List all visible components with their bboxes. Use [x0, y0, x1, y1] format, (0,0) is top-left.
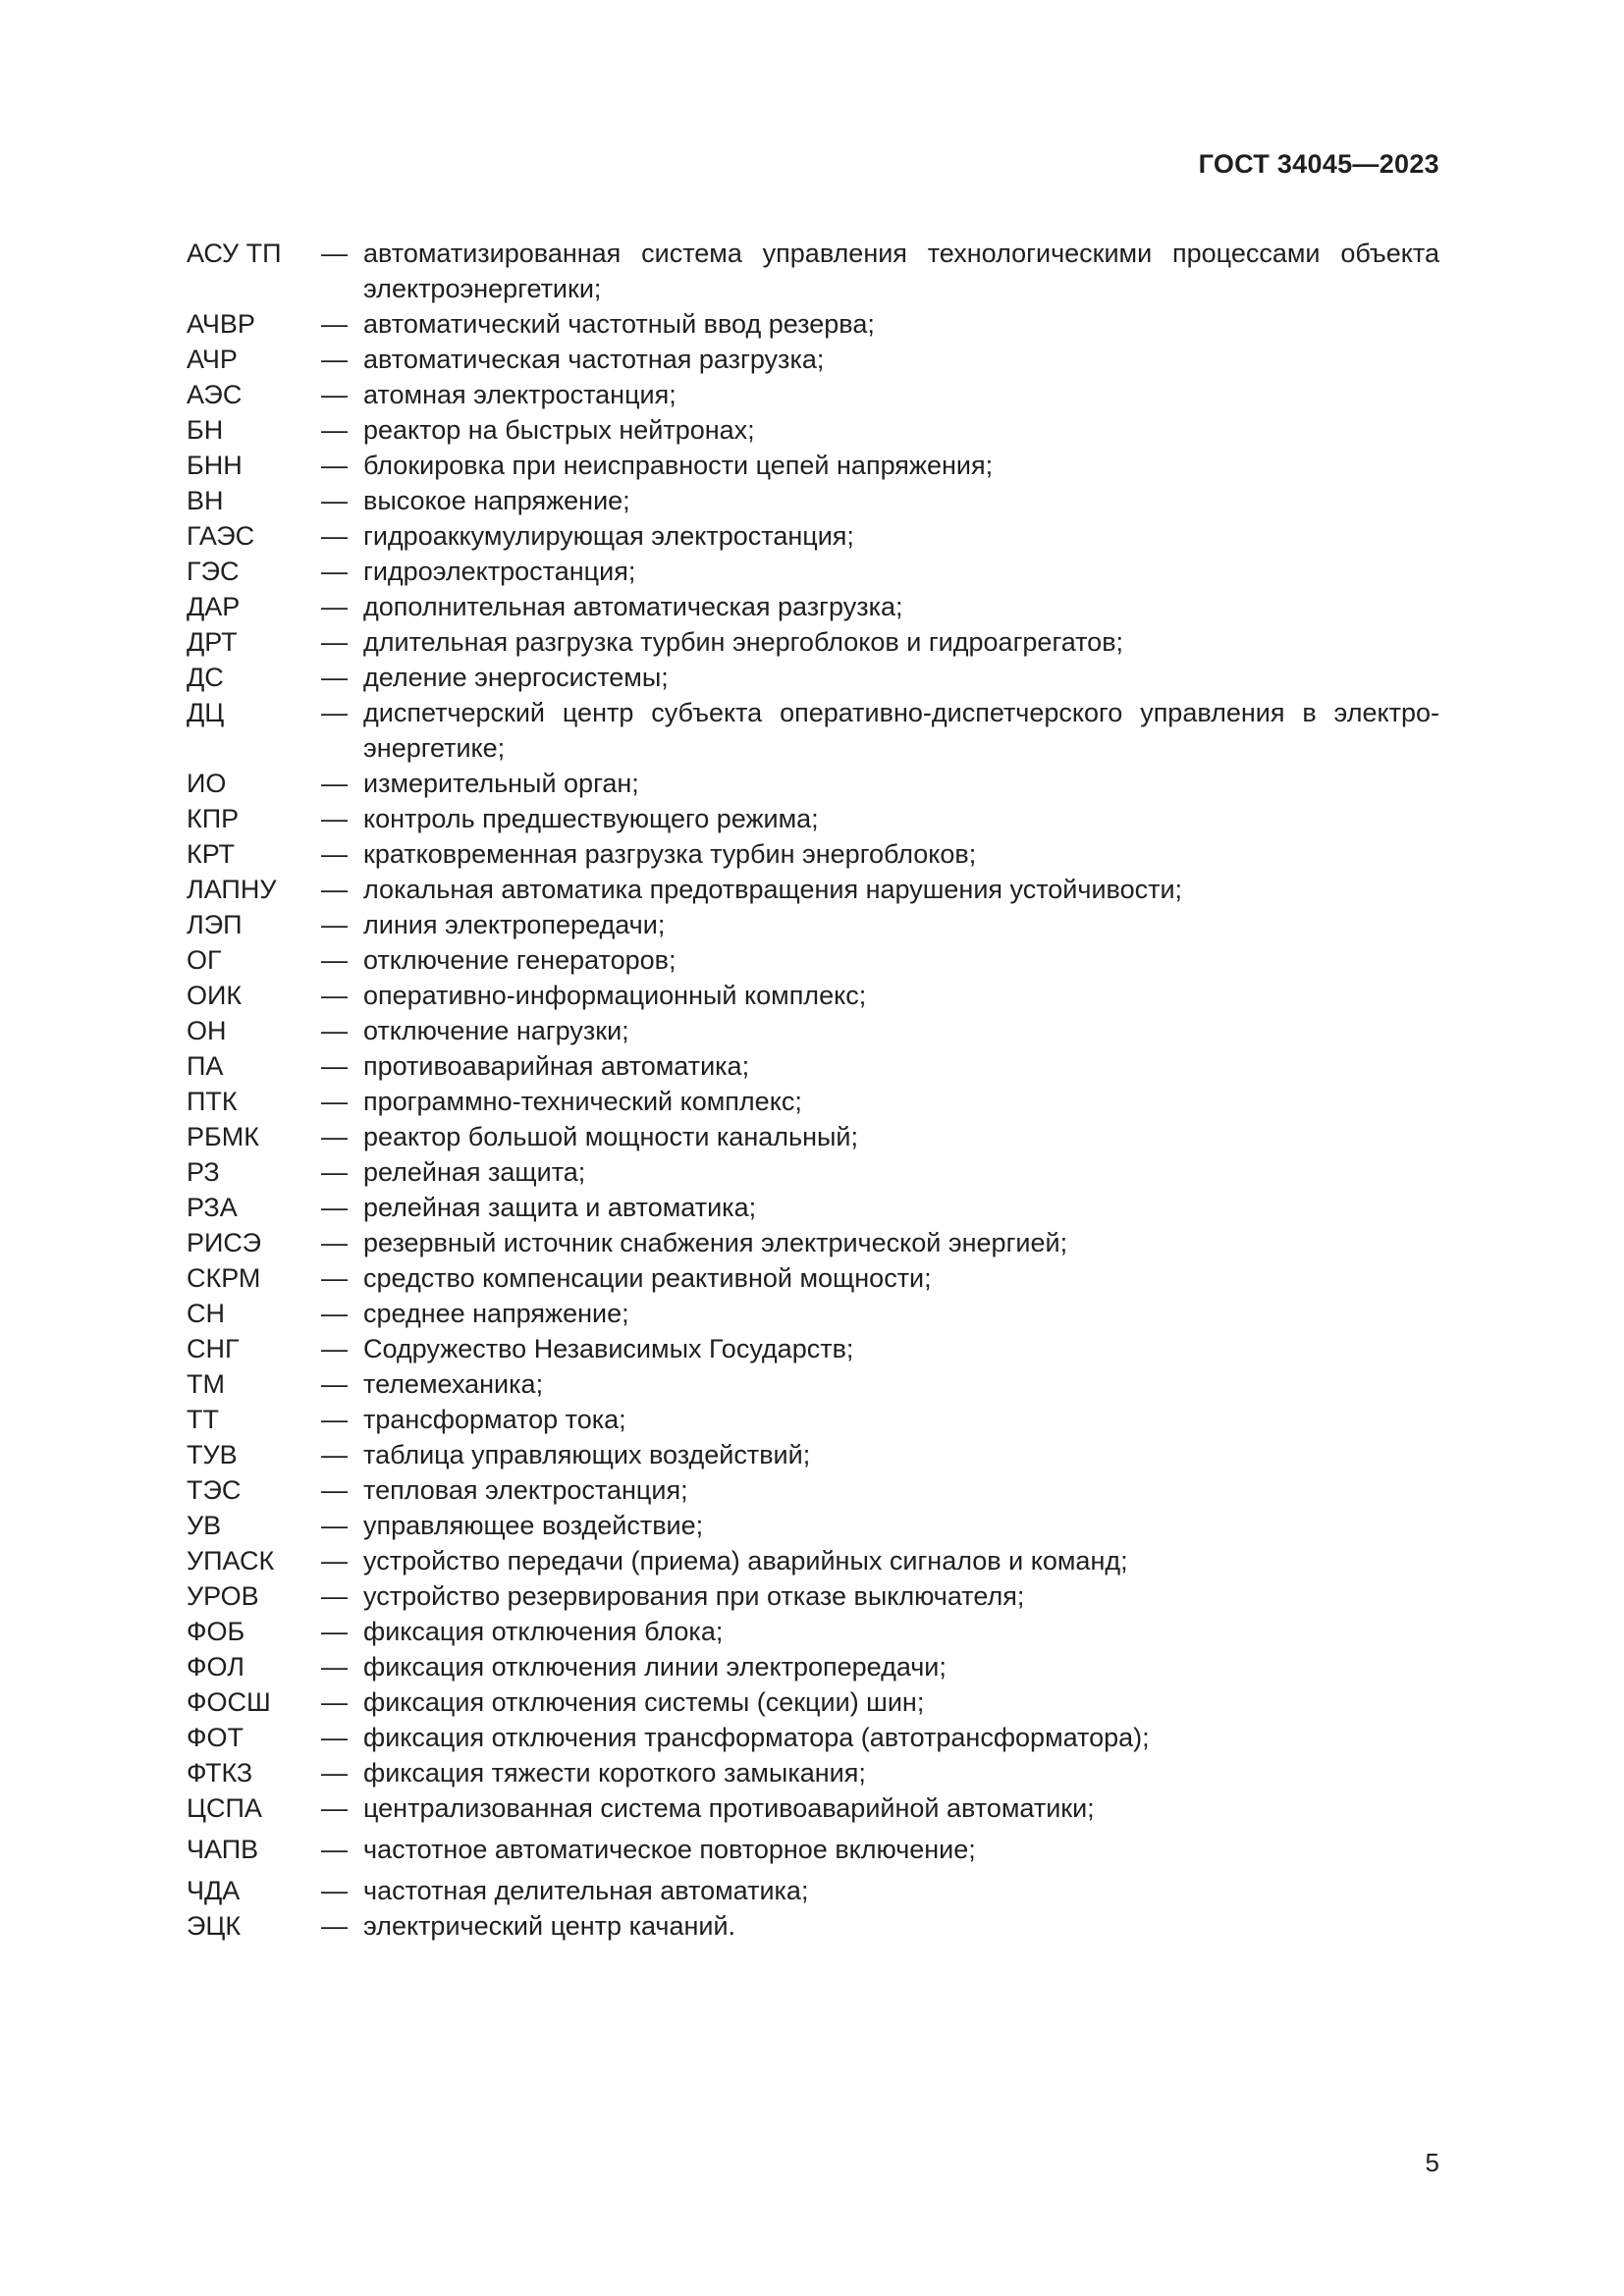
- em-dash-separator: —: [321, 1617, 348, 1646]
- document-header: ГОСТ 34045—2023: [1198, 149, 1439, 179]
- em-dash-separator: —: [321, 1758, 348, 1788]
- em-dash-separator: —: [321, 309, 348, 339]
- em-dash-separator: —: [321, 1876, 348, 1905]
- abbreviation-entry: [187, 1649, 1439, 1684]
- abbreviation-definition: фиксация отключения системы (секции) шин;: [363, 1687, 925, 1717]
- abbreviation-term: КПР: [187, 804, 240, 833]
- em-dash-separator: —: [321, 1793, 348, 1823]
- abbreviation-entry: [187, 766, 1439, 801]
- em-dash-separator: —: [321, 1051, 348, 1081]
- em-dash-separator: —: [321, 1016, 348, 1045]
- abbreviation-entry: [187, 589, 1439, 624]
- abbreviation-definition: кратковременная разгрузка турбин энергоблоков;: [363, 839, 977, 869]
- em-dash-separator: —: [321, 345, 348, 374]
- abbreviation-term: ДРТ: [187, 627, 238, 657]
- abbreviation-definition: фиксация отключения блока;: [363, 1617, 724, 1646]
- abbreviation-term: ФТКЗ: [187, 1758, 253, 1788]
- abbreviation-entry: [187, 236, 1439, 306]
- abbreviation-term: ФОЛ: [187, 1652, 244, 1682]
- abbreviation-entry: [187, 1331, 1439, 1366]
- abbreviation-entry: [187, 1832, 1439, 1867]
- abbreviation-definition: фиксация отключения трансформатора (автотрансформатора);: [363, 1723, 1150, 1752]
- abbreviation-definition: отключение нагрузки;: [363, 1016, 629, 1045]
- em-dash-separator: —: [321, 1299, 348, 1328]
- abbreviation-entry: [187, 448, 1439, 483]
- abbreviation-entry: [187, 1755, 1439, 1790]
- em-dash-separator: —: [321, 981, 348, 1010]
- em-dash-separator: —: [321, 592, 348, 621]
- abbreviation-entry: [187, 306, 1439, 342]
- abbreviation-term: ВН: [187, 486, 224, 515]
- em-dash-separator: —: [321, 380, 348, 409]
- abbreviation-definition: резервный источник снабжения электрической энергией;: [363, 1228, 1068, 1257]
- abbreviation-entry: [187, 1578, 1439, 1614]
- abbreviation-definition: фиксация отключения линии электропередачи;: [363, 1652, 947, 1682]
- abbreviation-entry: [187, 1296, 1439, 1331]
- abbreviation-term: ГАЭС: [187, 521, 255, 551]
- abbreviation-entry: [187, 1908, 1439, 1944]
- abbreviation-term: СКРМ: [187, 1263, 261, 1293]
- em-dash-separator: —: [321, 1652, 348, 1682]
- abbreviation-entry: [187, 1013, 1439, 1048]
- abbreviation-entry: [187, 1873, 1439, 1908]
- abbreviation-entry: [187, 1402, 1439, 1437]
- abbreviation-definition: релейная защита;: [363, 1157, 586, 1187]
- abbreviation-definition: трансформатор тока;: [363, 1405, 626, 1434]
- em-dash-separator: —: [321, 698, 348, 727]
- abbreviation-definition: релейная защита и автоматика;: [363, 1193, 757, 1222]
- abbreviation-entry: [187, 1437, 1439, 1472]
- abbreviation-entry: [187, 942, 1439, 978]
- abbreviation-definition: оперативно-информационный комплекс;: [363, 981, 867, 1010]
- abbreviation-term: ЧАПВ: [187, 1835, 259, 1864]
- abbreviation-entry: [187, 1048, 1439, 1084]
- abbreviation-term: СНГ: [187, 1334, 240, 1363]
- abbreviation-term: ЦСПА: [187, 1793, 262, 1823]
- abbreviation-definition: тепловая электростанция;: [363, 1475, 688, 1505]
- abbreviation-entry: [187, 412, 1439, 448]
- abbreviation-entry: [187, 1154, 1439, 1190]
- abbreviation-term: ЛЭП: [187, 910, 243, 939]
- em-dash-separator: —: [321, 627, 348, 657]
- abbreviation-term: УВ: [187, 1511, 222, 1540]
- abbreviation-entry: [187, 695, 1439, 766]
- abbreviation-definition: гидроаккумулирующая электростанция;: [363, 521, 854, 551]
- em-dash-separator: —: [321, 1193, 348, 1222]
- abbreviation-entry: [187, 342, 1439, 377]
- abbreviation-definition: автоматический частотный ввод резерва;: [363, 309, 875, 339]
- em-dash-separator: —: [321, 1687, 348, 1717]
- abbreviation-term: ДС: [187, 663, 224, 692]
- abbreviation-term: АЧР: [187, 345, 238, 374]
- abbreviation-entry: [187, 1720, 1439, 1755]
- abbreviation-term: ПА: [187, 1051, 224, 1081]
- abbreviation-term: РЗА: [187, 1193, 238, 1222]
- abbreviation-list: [187, 236, 1439, 1944]
- abbreviation-entry: [187, 1790, 1439, 1826]
- abbreviation-definition: противоаварийная автоматика;: [363, 1051, 750, 1081]
- em-dash-separator: —: [321, 1263, 348, 1293]
- abbreviation-definition: программно-технический комплекс;: [363, 1087, 802, 1116]
- abbreviation-term: АЧВР: [187, 309, 255, 339]
- abbreviation-term: КРТ: [187, 839, 236, 869]
- abbreviation-entry: [187, 624, 1439, 660]
- abbreviation-definition: дополнительная автоматическая разгрузка;: [363, 592, 903, 621]
- abbreviation-entry: [187, 801, 1439, 836]
- em-dash-separator: —: [321, 1122, 348, 1151]
- abbreviation-term: ТУВ: [187, 1440, 238, 1469]
- abbreviation-definition: частотная делительная автоматика;: [363, 1876, 809, 1905]
- em-dash-separator: —: [321, 1723, 348, 1752]
- abbreviation-definition: реактор на быстрых нейтронах;: [363, 415, 755, 445]
- abbreviation-term: ЛАПНУ: [187, 875, 277, 904]
- em-dash-separator: —: [321, 1911, 348, 1941]
- abbreviation-definition: устройство передачи (приема) аварийных сигналов и команд;: [363, 1546, 1128, 1575]
- em-dash-separator: —: [321, 1405, 348, 1434]
- abbreviation-definition: частотное автоматическое повторное включение;: [363, 1835, 976, 1864]
- abbreviation-term: АСУ ТП: [187, 239, 282, 268]
- abbreviation-term: РБМК: [187, 1122, 259, 1151]
- em-dash-separator: —: [321, 1157, 348, 1187]
- abbreviation-term: ТТ: [187, 1405, 219, 1434]
- em-dash-separator: —: [321, 415, 348, 445]
- abbreviation-entry: [187, 1684, 1439, 1720]
- abbreviation-definition: средство компенсации реактивной мощности;: [363, 1263, 932, 1293]
- abbreviation-entry: [187, 872, 1439, 907]
- em-dash-separator: —: [321, 1835, 348, 1864]
- abbreviation-entry: [187, 1543, 1439, 1578]
- abbreviation-entry: [187, 978, 1439, 1013]
- em-dash-separator: —: [321, 945, 348, 975]
- abbreviation-definition: автоматическая частотная разгрузка;: [363, 345, 825, 374]
- em-dash-separator: —: [321, 239, 348, 268]
- abbreviation-definition: атомная электростанция;: [363, 380, 677, 409]
- abbreviation-term: ИО: [187, 769, 227, 798]
- abbreviation-entry: [187, 836, 1439, 872]
- em-dash-separator: —: [321, 769, 348, 798]
- abbreviation-definition: устройство резервирования при отказе выключателя;: [363, 1581, 1025, 1611]
- em-dash-separator: —: [321, 1087, 348, 1116]
- abbreviation-term: УПАСК: [187, 1546, 275, 1575]
- abbreviation-entry: [187, 1260, 1439, 1296]
- abbreviation-definition: среднее напряжение;: [363, 1299, 629, 1328]
- abbreviation-term: ЭЦК: [187, 1911, 242, 1941]
- abbreviation-term: БНН: [187, 451, 243, 480]
- abbreviation-entry: [187, 377, 1439, 412]
- abbreviation-definition: линия электропередачи;: [363, 910, 666, 939]
- abbreviation-entry: [187, 1225, 1439, 1260]
- abbreviation-term: ДАР: [187, 592, 241, 621]
- em-dash-separator: —: [321, 486, 348, 515]
- abbreviation-entry: [187, 483, 1439, 518]
- abbreviation-definition: реактор большой мощности канальный;: [363, 1122, 858, 1151]
- abbreviation-term: ФОТ: [187, 1723, 244, 1752]
- em-dash-separator: —: [321, 1475, 348, 1505]
- em-dash-separator: —: [321, 804, 348, 833]
- abbreviation-term: ОИК: [187, 981, 243, 1010]
- abbreviation-definition: деление энергосистемы;: [363, 663, 669, 692]
- abbreviation-definition: Содружество Независимых Государств;: [363, 1334, 854, 1363]
- abbreviation-definition: локальная автоматика предотвращения нарушения устойчивости;: [363, 875, 1183, 904]
- abbreviation-definition: фиксация тяжести короткого замыкания;: [363, 1758, 866, 1788]
- abbreviation-entry: [187, 554, 1439, 589]
- abbreviation-definition: централизованная система противоаварийной автоматики;: [363, 1793, 1095, 1823]
- abbreviation-term: РЗ: [187, 1157, 220, 1187]
- abbreviation-entry: [187, 1472, 1439, 1508]
- abbreviation-definition: электрический центр качаний.: [363, 1911, 736, 1941]
- abbreviation-definition: диспетчерский центр субъекта оперативно-диспетчерского управления в электро-энергетике;: [363, 698, 1439, 763]
- abbreviation-definition: управляющее воздействие;: [363, 1511, 704, 1540]
- abbreviation-definition: телемеханика;: [363, 1369, 544, 1399]
- page-number: 5: [1425, 2148, 1439, 2177]
- abbreviation-term: ПТК: [187, 1087, 238, 1116]
- em-dash-separator: —: [321, 1369, 348, 1399]
- abbreviation-definition: блокировка при неисправности цепей напряжения;: [363, 451, 994, 480]
- em-dash-separator: —: [321, 875, 348, 904]
- abbreviation-definition: контроль предшествующего режима;: [363, 804, 819, 833]
- abbreviation-term: ФОСШ: [187, 1687, 271, 1717]
- abbreviation-definition: длительная разгрузка турбин энергоблоков и гидроагрегатов;: [363, 627, 1124, 657]
- abbreviation-term: ЧДА: [187, 1876, 241, 1905]
- abbreviation-term: ОГ: [187, 945, 222, 975]
- abbreviation-term: СН: [187, 1299, 225, 1328]
- abbreviation-term: ОН: [187, 1016, 227, 1045]
- em-dash-separator: —: [321, 1581, 348, 1611]
- em-dash-separator: —: [321, 1228, 348, 1257]
- abbreviation-term: ДЦ: [187, 698, 225, 727]
- em-dash-separator: —: [321, 1334, 348, 1363]
- abbreviation-term: ТМ: [187, 1369, 225, 1399]
- em-dash-separator: —: [321, 451, 348, 480]
- abbreviation-entry: [187, 1190, 1439, 1225]
- abbreviation-entry: [187, 1508, 1439, 1543]
- em-dash-separator: —: [321, 839, 348, 869]
- abbreviation-entry: [187, 1084, 1439, 1119]
- em-dash-separator: —: [321, 557, 348, 586]
- abbreviation-term: ФОБ: [187, 1617, 245, 1646]
- abbreviation-entry: [187, 518, 1439, 554]
- abbreviation-definition: гидроэлектростанция;: [363, 557, 636, 586]
- abbreviation-definition: высокое напряжение;: [363, 486, 630, 515]
- em-dash-separator: —: [321, 1511, 348, 1540]
- abbreviation-definition: измерительный орган;: [363, 769, 639, 798]
- abbreviation-definition: отключение генераторов;: [363, 945, 677, 975]
- em-dash-separator: —: [321, 910, 348, 939]
- abbreviation-term: ГЭС: [187, 557, 240, 586]
- abbreviation-entry: [187, 1119, 1439, 1154]
- em-dash-separator: —: [321, 663, 348, 692]
- abbreviation-entry: [187, 660, 1439, 695]
- abbreviation-term: АЭС: [187, 380, 243, 409]
- abbreviation-term: БН: [187, 415, 224, 445]
- em-dash-separator: —: [321, 1440, 348, 1469]
- abbreviation-entry: [187, 1614, 1439, 1649]
- abbreviation-term: ТЭС: [187, 1475, 242, 1505]
- abbreviation-entry: [187, 907, 1439, 942]
- em-dash-separator: —: [321, 521, 348, 551]
- abbreviation-term: УРОВ: [187, 1581, 259, 1611]
- abbreviation-entry: [187, 1366, 1439, 1402]
- abbreviation-term: РИСЭ: [187, 1228, 262, 1257]
- abbreviation-definition: таблица управляющих воздействий;: [363, 1440, 811, 1469]
- abbreviation-definition: автоматизированная система управления технологическими процессами объекта электроэнергетики;: [363, 239, 1439, 303]
- em-dash-separator: —: [321, 1546, 348, 1575]
